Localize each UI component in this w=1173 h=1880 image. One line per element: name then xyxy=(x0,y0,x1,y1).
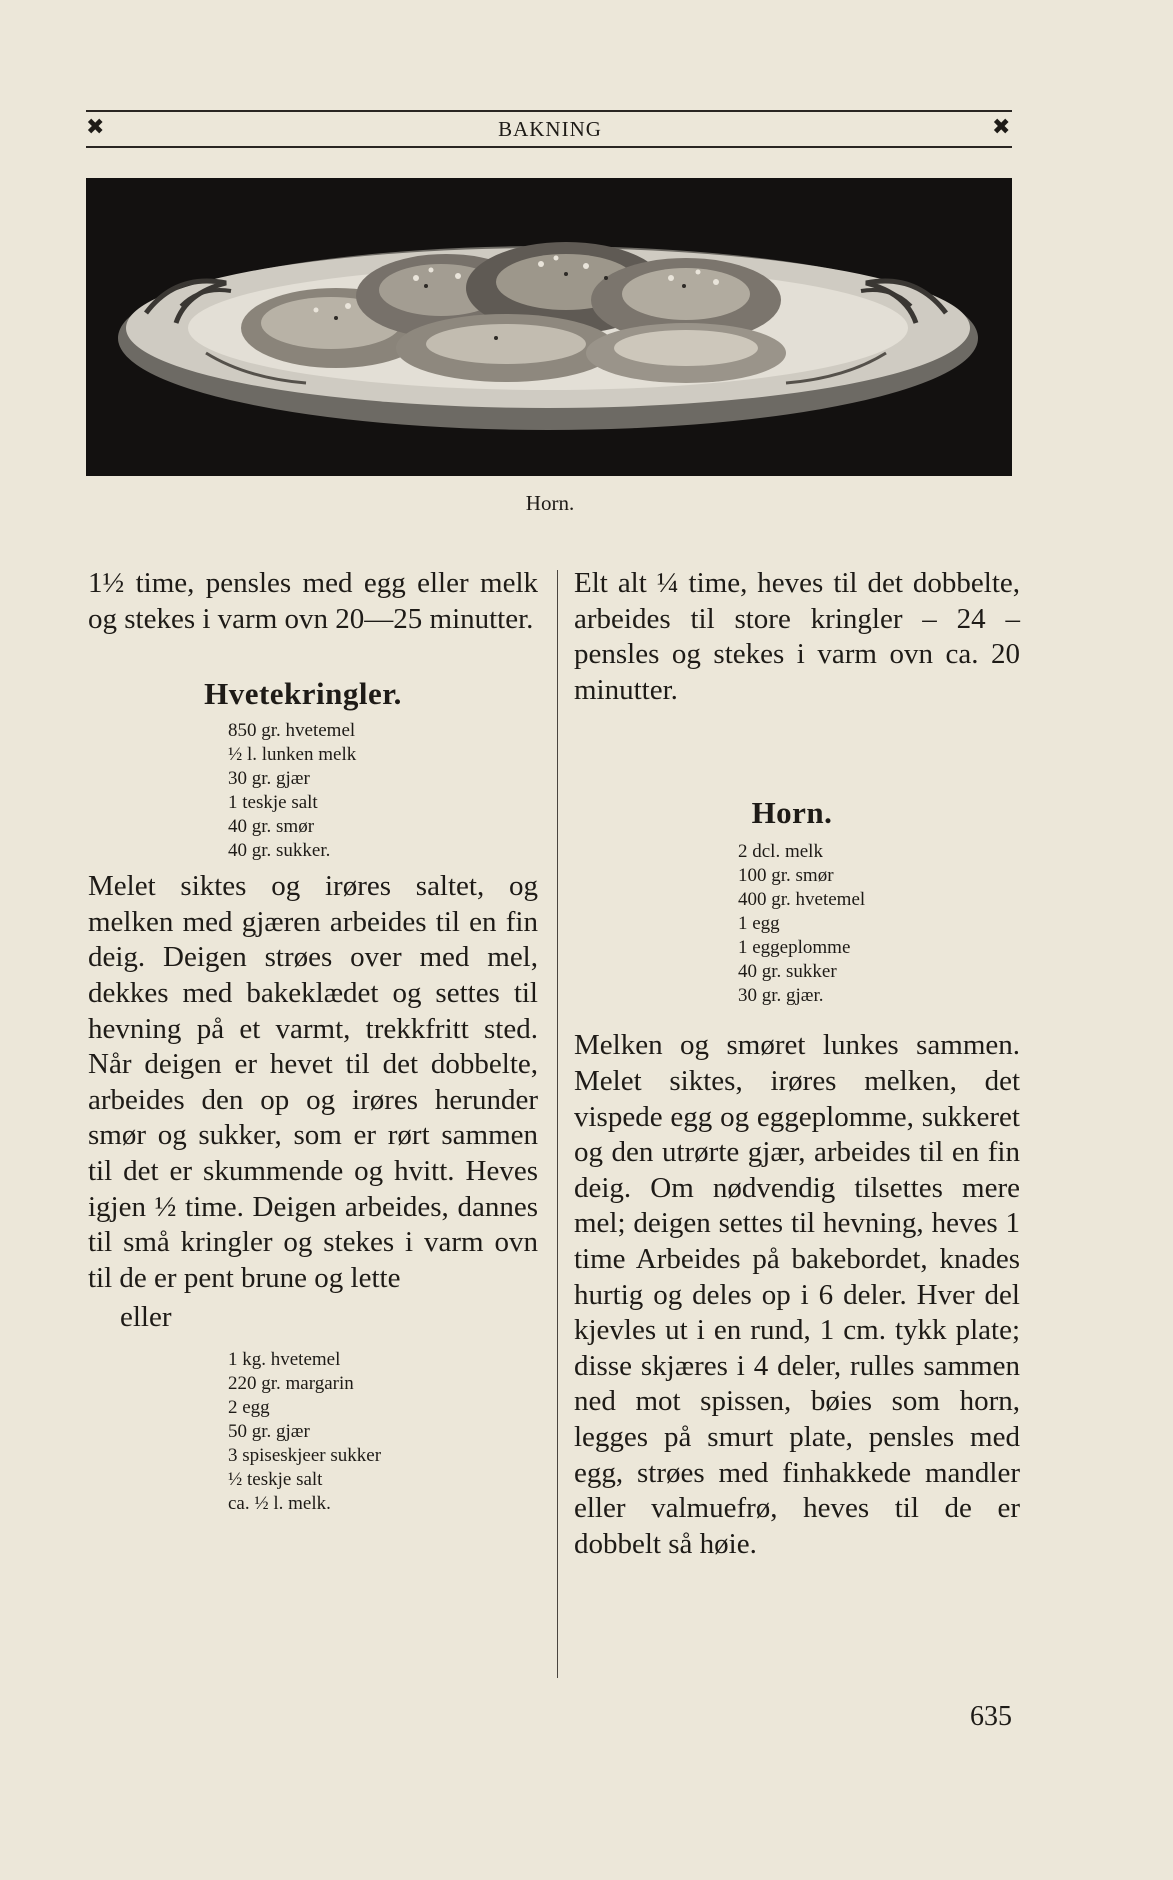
header-ornament-left: ✖ xyxy=(86,115,105,140)
ingredient-item: 40 gr. smør xyxy=(228,816,315,838)
ingredient-item: 1 egg xyxy=(738,913,780,935)
ingredient-item: ½ teskje salt xyxy=(228,1468,323,1490)
pastry-dish-illustration xyxy=(86,178,1012,476)
page-number: 635 xyxy=(970,1701,1012,1732)
ingredient-item: 30 gr. gjær. xyxy=(738,985,824,1007)
photo-caption: Horn. xyxy=(525,491,575,515)
right-intro-text: Elt alt ¼ time, heves til det dobbelte, arbeides til store kringler – 24 – pensles og stekes i varm ovn ca. 20 minutter. xyxy=(574,567,1020,706)
ingredient-item: ca. ½ l. melk. xyxy=(228,1492,331,1514)
ingredient-item: 220 gr. margarin xyxy=(228,1372,354,1394)
recipe-heading-hvetekringler: Hvetekringler. xyxy=(204,676,402,712)
ingredient-item: ½ l. lunken melk xyxy=(228,744,357,766)
ingredient-item: 1 kg. hvetemel xyxy=(228,1348,341,1370)
pastry-photo xyxy=(86,178,1012,476)
ingredient-item: 400 gr. hvetemel xyxy=(738,889,866,911)
ingredient-item: 40 gr. sukker. xyxy=(228,840,331,862)
ingredient-list-hvetekringler xyxy=(228,719,538,863)
right-column xyxy=(574,566,1020,1562)
alternative-label: eller xyxy=(120,1301,172,1334)
ingredient-item: 100 gr. smør xyxy=(738,865,834,887)
ingredient-item: 30 gr. gjær xyxy=(228,768,310,790)
column-divider xyxy=(557,570,558,1678)
ingredient-item: 2 dcl. melk xyxy=(738,841,823,863)
header-rule-bottom xyxy=(86,146,1012,148)
running-header-title: BAKNING xyxy=(498,117,602,141)
ingredient-list-alternative xyxy=(228,1348,538,1516)
ingredient-item: 850 gr. hvetemel xyxy=(228,720,356,742)
ingredient-item: 3 spiseskjeer sukker xyxy=(228,1444,382,1466)
left-intro-text: 1½ time, pensles med egg eller melk og stekes i varm ovn 20—25 minutter. xyxy=(88,567,538,635)
method-text-hvetekringler: Melet siktes og irøres saltet, og melken med gjæren arbeides til en fin deig. Deigen strøes over med mel, dekkes med bakeklædet og settes til hevning på et varmt, trekkfritt sted. Når deigen er hevet til det dobbelte, arbeides den op og irøres herunder smør og sukker, som er rørt sammen til det er skummende og hvitt. Heves igjen ½ time. Deigen arbeides, dannes til små kringler og stekes i varm ovn til de er pent brune og lette xyxy=(88,870,538,1294)
header-rule-top xyxy=(86,110,1012,112)
recipe-heading-horn: Horn. xyxy=(751,795,833,831)
ingredient-list-horn xyxy=(738,840,1020,1008)
ingredient-item: 1 eggeplomme xyxy=(738,937,851,959)
ingredient-item: 50 gr. gjær xyxy=(228,1420,310,1442)
left-column xyxy=(88,566,538,1516)
method-text-horn: Melken og smøret lunkes sammen. Melet siktes, irøres melken, det vispede egg og eggeplomme, sukkeret og den utrørte gjær, arbeides til en fin deig. Om nødvendig tilsettes mere mel; deigen settes til hevning, heves 1 time Arbeides på bakebordet, knades hurtig og deles op i 6 deler. Hver del kjevles ut i en rund, 1 cm. tykk plate; disse skjæres i 4 deler, rulles sammen ned mot spissen, bøies som horn, legges på smurt plate, pensles med egg, strøes med finhakkede mandler eller valmuefrø, heves til de er dobbelt så høie. xyxy=(574,1029,1020,1560)
header-ornament-right: ✖ xyxy=(992,115,1011,140)
ingredient-item: 2 egg xyxy=(228,1396,270,1418)
ingredient-item: 40 gr. sukker xyxy=(738,961,837,983)
ingredient-item: 1 teskje salt xyxy=(228,792,318,814)
